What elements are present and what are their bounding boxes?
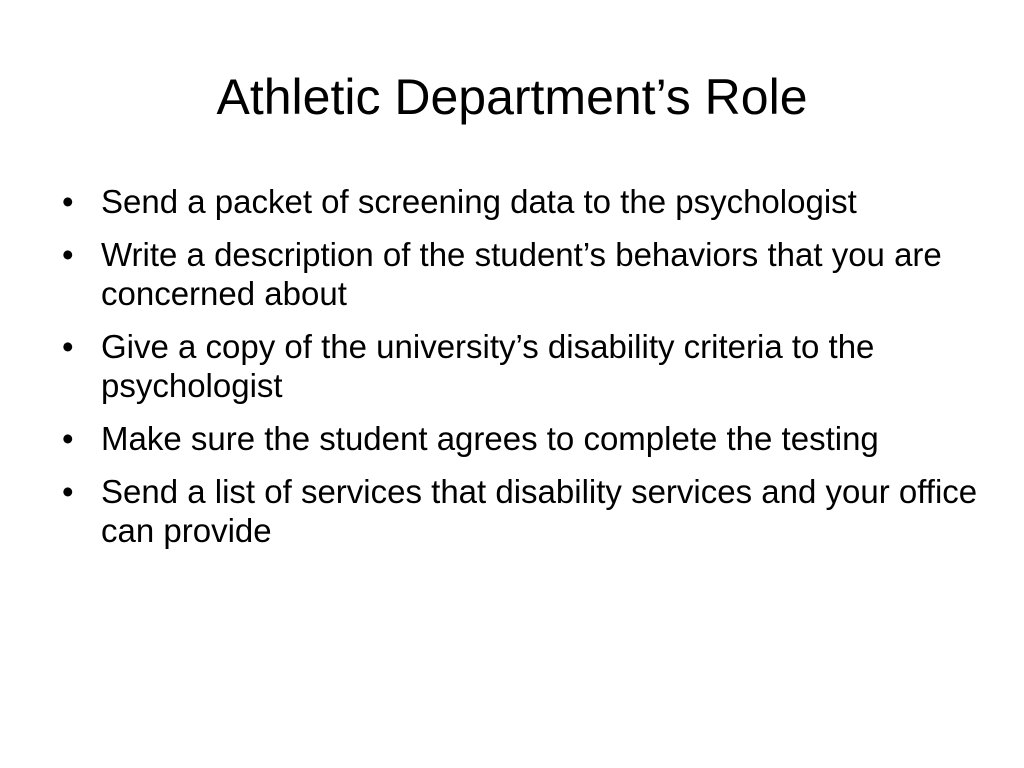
slide-title: Athletic Department’s Role	[216, 69, 808, 125]
list-item	[62, 235, 992, 313]
list-item	[62, 419, 992, 458]
list-item	[62, 327, 992, 405]
bullet-icon: •	[62, 420, 74, 457]
bullet-text: Write a description of the student’s behaviors that you are concerned about	[101, 236, 942, 312]
bullet-icon: •	[62, 473, 74, 510]
bullet-icon: •	[62, 183, 74, 220]
bullet-text: Give a copy of the university’s disability criteria to the psychologist	[101, 328, 875, 404]
bullet-icon: •	[62, 328, 74, 365]
bullet-list	[62, 182, 992, 564]
bullet-text: Send a list of services that disability services and your office can provide	[101, 473, 978, 549]
bullet-text: Make sure the student agrees to complete the testing	[101, 420, 879, 457]
bullet-text: Send a packet of screening data to the psychologist	[101, 183, 857, 220]
bullet-icon: •	[62, 236, 74, 273]
list-item	[62, 182, 992, 221]
list-item	[62, 472, 992, 550]
